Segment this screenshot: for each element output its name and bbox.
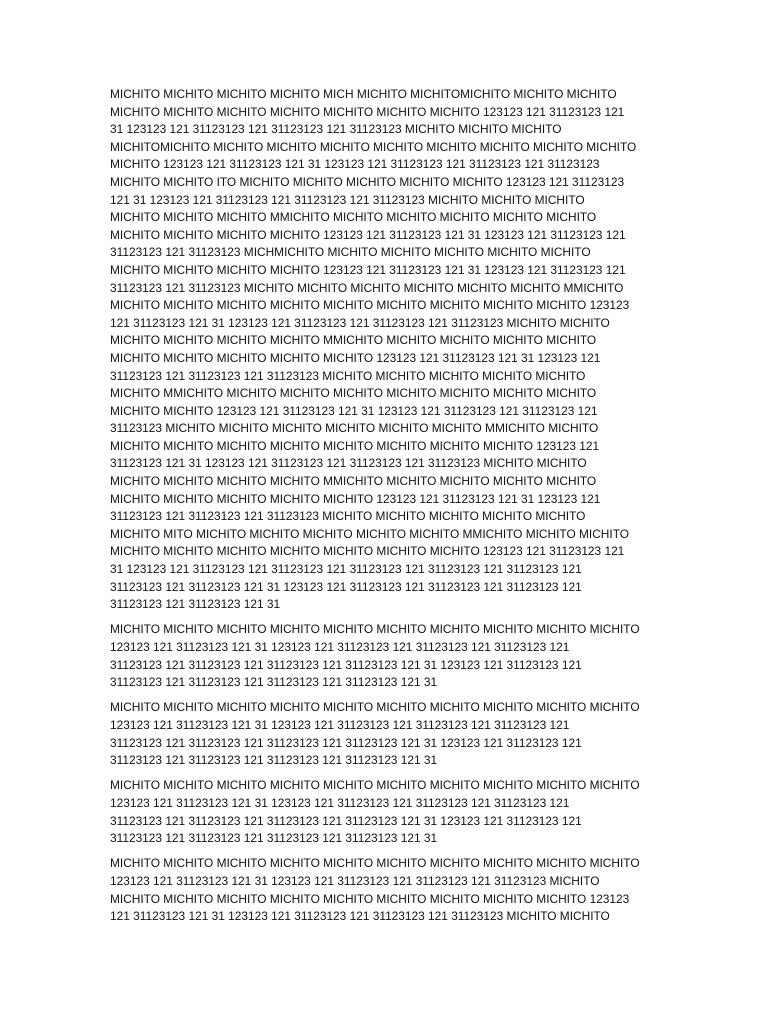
- text-line: 31123123 121 31123123 MICHMICHITO MICHITO MICHITO MICHITO MICHITO MICHITO: [110, 245, 591, 260]
- text-line: MICHITO MICHITO MICHITO MICHITO MICHITO 123123 121 31123123 121 31 123123 121: [110, 491, 601, 506]
- document-body: [110, 86, 658, 933]
- text-line: 31 123123 121 31123123 121 31123123 121 31123123 MICHITO MICHITO MICHITO: [110, 122, 562, 137]
- text-line: 31123123 121 31123123 121 31123123 MICHITO MICHITO MICHITO MICHITO MICHITO: [110, 509, 586, 524]
- text-line: 123123 121 31123123 121 31 123123 121 31123123 121 31123123 121 31123123 121: [110, 717, 570, 732]
- text-line: 121 31 123123 121 31123123 121 31123123 121 31123123 MICHITO MICHITO MICHITO: [110, 192, 585, 207]
- text-line: 121 31123123 121 31 123123 121 31123123 121 31123123 121 31123123 MICHITO MICHITO: [110, 909, 610, 924]
- text-line: 123123 121 31123123 121 31 123123 121 31123123 121 31123123 121 31123123 121: [110, 640, 570, 654]
- text-line: 31123123 MICHITO MICHITO MICHITO MICHITO MICHITO MICHITO MMICHITO MICHITO: [110, 421, 599, 436]
- text-line: MICHITO MITO MICHITO MICHITO MICHITO MICHITO MICHITO MMICHITO MICHITO MICHITO: [110, 526, 629, 541]
- text-line: MICHITO MICHITO MICHITO MICHITO 123123 121 31123123 121 31 123123 121 31123123 121: [110, 227, 626, 242]
- text-line: 31123123 121 31123123 121 31123123 121 31123123 121 31: [110, 831, 438, 846]
- text-line: MICHITOMICHITO MICHITO MICHITO MICHITO MICHITO MICHITO MICHITO MICHITO MICHITO: [110, 139, 637, 154]
- paragraph: [110, 621, 658, 691]
- text-line: 31123123 121 31 123123 121 31123123 121 31123123 121 31123123 MICHITO MICHITO: [110, 456, 587, 471]
- paragraph: [110, 855, 658, 925]
- text-line: MICHITO MICHITO MICHITO MICHITO MICHITO MICHITO MICHITO 123123 121 31123123 121: [110, 104, 625, 119]
- text-line: MICHITO MICHITO 123123 121 31123123 121 31 123123 121 31123123 121 31123123 121: [110, 403, 598, 418]
- text-line: 31123123 121 31123123 121 31123123 121 31123123 121 31 123123 121 31123123 121: [110, 735, 582, 750]
- text-line: 31123123 121 31123123 121 31 123123 121 31123123 121 31123123 121 31123123 121: [110, 579, 582, 594]
- text-line: MICHITO MICHITO MICHITO MICHITO MICHITO MICHITO MICHITO MICHITO MICHITO MICHITO: [110, 622, 640, 637]
- text-line: MICHITO MICHITO MICHITO MICHITO MMICHITO MICHITO MICHITO MICHITO MICHITO: [110, 333, 597, 348]
- text-line: MICHITO MICHITO ITO MICHITO MICHITO MICHITO MICHITO MICHITO 123123 121 31123123: [110, 174, 625, 189]
- text-line: 123123 121 31123123 121 31 123123 121 31123123 121 31123123 121 31123123 MICHITO: [110, 873, 600, 888]
- text-line: MICHITO MICHITO MICHITO MICHITO MICHITO MICHITO MICHITO MICHITO 123123 121: [110, 438, 600, 453]
- text-line: MICHITO MICHITO MICHITO MICHITO MICHITO MICHITO MICHITO MICHITO MICHITO 123123: [110, 298, 630, 313]
- text-line: MICHITO MICHITO MICHITO MICHITO MICHITO MICHITO MICHITO MICHITO MICHITO 123123: [110, 891, 630, 906]
- text-line: 123123 121 31123123 121 31 123123 121 31123123 121 31123123 121 31123123 121: [110, 795, 570, 810]
- text-line: 31123123 121 31123123 121 31: [110, 597, 281, 612]
- text-line: MICHITO MICHITO MICHITO MICHITO MICHITO MICHITO MICHITO MICHITO MICHITO MICHITO: [110, 778, 640, 793]
- text-line: MICHITO MICHITO MICHITO MICHITO MMICHITO MICHITO MICHITO MICHITO MICHITO: [110, 474, 597, 489]
- text-line: MICHITO 123123 121 31123123 121 31 123123 121 31123123 121 31123123 121 31123123: [110, 157, 600, 172]
- text-line: 31123123 121 31123123 121 31123123 121 31123123 121 31 123123 121 31123123 121: [110, 813, 582, 828]
- paragraph: [110, 699, 658, 769]
- text-line: MICHITO MMICHITO MICHITO MICHITO MICHITO MICHITO MICHITO MICHITO MICHITO: [110, 386, 597, 401]
- text-line: MICHITO MICHITO MICHITO MMICHITO MICHITO MICHITO MICHITO MICHITO MICHITO: [110, 210, 597, 225]
- text-line: MICHITO MICHITO MICHITO MICHITO MICHITO 123123 121 31123123 121 31 123123 121: [110, 350, 601, 365]
- text-line: 31123123 121 31123123 121 31123123 121 31123123 121 31: [110, 675, 438, 690]
- text-line: 31123123 121 31123123 121 31123123 121 31123123 121 31 123123 121 31123123 121: [110, 657, 582, 672]
- text-line: MICHITO MICHITO MICHITO MICHITO MICHITO MICHITO MICHITO MICHITO MICHITO MICHITO: [110, 700, 640, 715]
- paragraph: [110, 777, 658, 847]
- text-line: 31123123 121 31123123 121 31123123 MICHITO MICHITO MICHITO MICHITO MICHITO: [110, 368, 586, 383]
- text-line: MICHITO MICHITO MICHITO MICHITO MICHITO MICHITO MICHITO MICHITO MICHITO MICHITO: [110, 856, 640, 871]
- paragraph: [110, 86, 658, 614]
- text-line: MICHITO MICHITO MICHITO MICHITO 123123 121 31123123 121 31 123123 121 31123123 121: [110, 262, 626, 277]
- text-line: 31123123 121 31123123 121 31123123 121 31123123 121 31: [110, 753, 438, 768]
- text-line: MICHITO MICHITO MICHITO MICHITO MICH MICHITO MICHITOMICHITO MICHITO MICHITO: [110, 87, 617, 101]
- text-line: 31 123123 121 31123123 121 31123123 121 31123123 121 31123123 121 31123123 121: [110, 562, 582, 577]
- text-line: 121 31123123 121 31 123123 121 31123123 121 31123123 121 31123123 MICHITO MICHITO: [110, 315, 610, 330]
- text-line: MICHITO MICHITO MICHITO MICHITO MICHITO MICHITO MICHITO 123123 121 31123123 121: [110, 544, 625, 559]
- text-line: 31123123 121 31123123 MICHITO MICHITO MICHITO MICHITO MICHITO MICHITO MMICHITO: [110, 280, 624, 295]
